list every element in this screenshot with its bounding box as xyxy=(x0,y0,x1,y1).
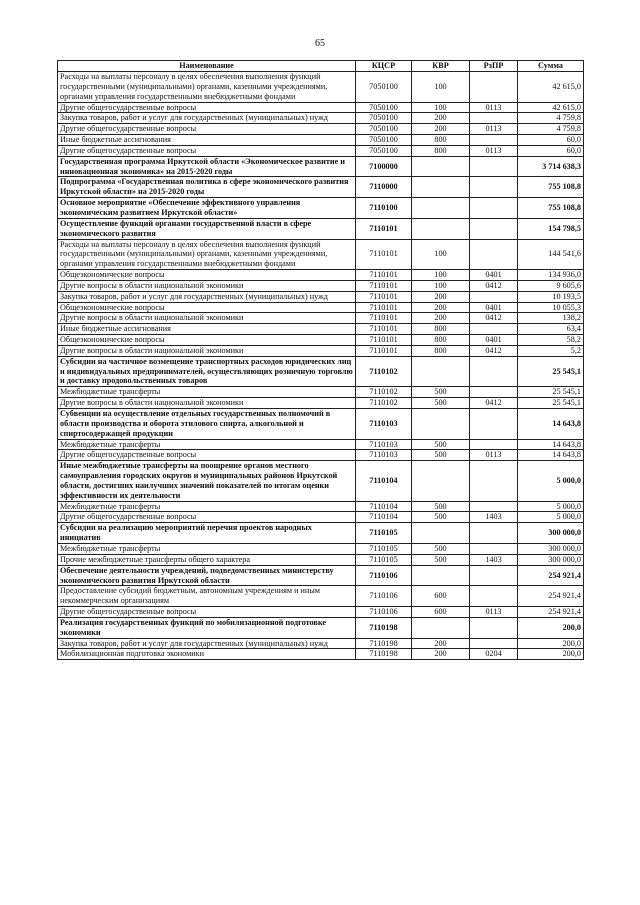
cell-name: Мобилизационная подготовка экономики xyxy=(58,649,356,660)
cell-kvr xyxy=(412,198,470,219)
header-row xyxy=(58,61,584,72)
cell-name: Расходы на выплаты персоналу в целях обеспечения выполнения функций государственными (муниципальными) органами, казенными учреждениями, органами управления государственными внебюджетными фондами xyxy=(58,239,356,270)
header-sum: Сумма xyxy=(518,61,584,72)
cell-name: Общеэкономические вопросы xyxy=(58,270,356,281)
cell-kvr: 500 xyxy=(412,501,470,512)
table-row xyxy=(58,356,584,387)
header-name: Наименование xyxy=(58,61,356,72)
cell-kcsr: 7110101 xyxy=(356,218,412,239)
cell-sum: 200,0 xyxy=(518,638,584,649)
cell-name: Расходы на выплаты персоналу в целях обеспечения выполнения функций государственными (муниципальными) органами, казенными учреждениями, органами управления государственными внебюджетными фондами xyxy=(58,72,356,103)
table-row xyxy=(58,409,584,440)
cell-sum: 254 921,4 xyxy=(518,607,584,618)
cell-kvr xyxy=(412,156,470,177)
table-row xyxy=(58,291,584,302)
cell-rzpr xyxy=(470,113,518,124)
cell-rzpr: 0401 xyxy=(470,335,518,346)
cell-rzpr xyxy=(470,135,518,146)
cell-name: Другие вопросы в области национальной экономики xyxy=(58,280,356,291)
cell-sum: 5,2 xyxy=(518,345,584,356)
table-row xyxy=(58,617,584,638)
cell-sum: 25 545,1 xyxy=(518,398,584,409)
cell-rzpr xyxy=(470,239,518,270)
cell-sum: 300 000,0 xyxy=(518,554,584,565)
cell-rzpr xyxy=(470,565,518,586)
cell-name: Межбюджетные трансферты xyxy=(58,543,356,554)
budget-table xyxy=(57,60,584,660)
cell-kvr xyxy=(412,617,470,638)
cell-kcsr: 7110101 xyxy=(356,345,412,356)
table-row xyxy=(58,198,584,219)
cell-name: Иные межбюджетные трансферты на поощрение органов местного самоуправления городских округов и муниципальных районов Иркутской области, достигших наилучших значений показателей по итогам оценки эффективности их деятельности xyxy=(58,461,356,501)
cell-kvr xyxy=(412,523,470,544)
cell-sum: 300 000,0 xyxy=(518,523,584,544)
cell-kcsr: 7110103 xyxy=(356,439,412,450)
cell-rzpr: 1403 xyxy=(470,554,518,565)
cell-kvr xyxy=(412,461,470,501)
cell-kvr: 800 xyxy=(412,345,470,356)
cell-sum: 10 193,5 xyxy=(518,291,584,302)
cell-sum: 42 615,0 xyxy=(518,72,584,103)
cell-kvr: 600 xyxy=(412,607,470,618)
cell-name: Основное мероприятие «Обеспечение эффективного управления экономическим развитием Иркутской области» xyxy=(58,198,356,219)
cell-rzpr: 0113 xyxy=(470,102,518,113)
cell-name: Осуществление функций органами государственной власти в сфере экономического развития xyxy=(58,218,356,239)
table-row xyxy=(58,156,584,177)
cell-kcsr: 7110101 xyxy=(356,280,412,291)
table-row xyxy=(58,345,584,356)
cell-name: Субвенции на осуществление отдельных государственных полномочий в области производства и оборота этилового спирта, алкогольной и спиртосодержащей продукции xyxy=(58,409,356,440)
cell-rzpr xyxy=(470,461,518,501)
cell-kcsr: 7050100 xyxy=(356,72,412,103)
cell-kcsr: 7100000 xyxy=(356,156,412,177)
cell-sum: 42 615,0 xyxy=(518,102,584,113)
cell-kvr: 100 xyxy=(412,280,470,291)
cell-rzpr xyxy=(470,409,518,440)
cell-sum: 5 000,0 xyxy=(518,501,584,512)
cell-rzpr: 0204 xyxy=(470,649,518,660)
cell-kcsr: 7110105 xyxy=(356,523,412,544)
cell-sum: 60,0 xyxy=(518,135,584,146)
cell-name: Межбюджетные трансферты xyxy=(58,439,356,450)
cell-kvr xyxy=(412,177,470,198)
table-row xyxy=(58,177,584,198)
cell-name: Общеэкономические вопросы xyxy=(58,302,356,313)
cell-kvr: 200 xyxy=(412,124,470,135)
cell-kvr: 200 xyxy=(412,313,470,324)
cell-rzpr xyxy=(470,72,518,103)
cell-kcsr: 7110105 xyxy=(356,543,412,554)
cell-rzpr xyxy=(470,501,518,512)
cell-sum: 134 936,0 xyxy=(518,270,584,281)
cell-sum: 144 541,6 xyxy=(518,239,584,270)
cell-kcsr: 7110101 xyxy=(356,270,412,281)
cell-name: Другие общегосударственные вопросы xyxy=(58,512,356,523)
table-row xyxy=(58,638,584,649)
cell-rzpr xyxy=(470,586,518,607)
cell-kvr: 200 xyxy=(412,649,470,660)
cell-rzpr xyxy=(470,156,518,177)
table-row xyxy=(58,135,584,146)
cell-kcsr: 7110000 xyxy=(356,177,412,198)
cell-kcsr: 7110106 xyxy=(356,607,412,618)
table-row xyxy=(58,102,584,113)
cell-name: Другие вопросы в области национальной экономики xyxy=(58,398,356,409)
cell-rzpr xyxy=(470,523,518,544)
table-row xyxy=(58,218,584,239)
cell-sum: 9 605,6 xyxy=(518,280,584,291)
cell-name: Другие общегосударственные вопросы xyxy=(58,102,356,113)
cell-kvr: 500 xyxy=(412,387,470,398)
cell-kvr: 500 xyxy=(412,450,470,461)
table-row xyxy=(58,565,584,586)
cell-kvr: 800 xyxy=(412,335,470,346)
cell-sum: 14 643,8 xyxy=(518,439,584,450)
cell-rzpr xyxy=(470,218,518,239)
table-row xyxy=(58,124,584,135)
cell-name: Реализация государственных функций по мобилизационной подготовке экономики xyxy=(58,617,356,638)
cell-kcsr: 7110106 xyxy=(356,565,412,586)
cell-sum: 58,2 xyxy=(518,335,584,346)
table-row xyxy=(58,523,584,544)
cell-rzpr: 0113 xyxy=(470,450,518,461)
cell-kvr: 800 xyxy=(412,135,470,146)
cell-name: Другие вопросы в области национальной экономики xyxy=(58,345,356,356)
cell-kcsr: 7110103 xyxy=(356,409,412,440)
cell-rzpr xyxy=(470,177,518,198)
table-row xyxy=(58,439,584,450)
cell-name: Прочие межбюджетные трансферты общего характера xyxy=(58,554,356,565)
cell-rzpr: 0412 xyxy=(470,313,518,324)
cell-sum: 14 643,8 xyxy=(518,409,584,440)
cell-kcsr: 7110101 xyxy=(356,291,412,302)
cell-kcsr: 7110101 xyxy=(356,313,412,324)
cell-rzpr xyxy=(470,617,518,638)
cell-kvr: 100 xyxy=(412,270,470,281)
cell-kvr: 200 xyxy=(412,638,470,649)
cell-kcsr: 7050100 xyxy=(356,113,412,124)
cell-rzpr xyxy=(470,356,518,387)
header-kvr: КВР xyxy=(412,61,470,72)
cell-name: Субсидии на реализацию мероприятий перечня проектов народных инициатив xyxy=(58,523,356,544)
cell-kcsr: 7110198 xyxy=(356,617,412,638)
cell-sum: 63,4 xyxy=(518,324,584,335)
cell-rzpr: 0113 xyxy=(470,124,518,135)
cell-kcsr: 7110102 xyxy=(356,398,412,409)
table-row xyxy=(58,302,584,313)
cell-kcsr: 7110101 xyxy=(356,302,412,313)
cell-name: Другие общегосударственные вопросы xyxy=(58,607,356,618)
cell-kvr xyxy=(412,565,470,586)
table-row xyxy=(58,450,584,461)
header-kcsr: КЦСР xyxy=(356,61,412,72)
table-row xyxy=(58,145,584,156)
cell-rzpr: 0412 xyxy=(470,280,518,291)
cell-name: Межбюджетные трансферты xyxy=(58,387,356,398)
cell-kvr: 100 xyxy=(412,102,470,113)
cell-kvr xyxy=(412,218,470,239)
cell-sum: 25 545,1 xyxy=(518,387,584,398)
cell-name: Межбюджетные трансферты xyxy=(58,501,356,512)
cell-kvr: 500 xyxy=(412,439,470,450)
table-row xyxy=(58,607,584,618)
table-row xyxy=(58,270,584,281)
cell-kcsr: 7110104 xyxy=(356,461,412,501)
cell-sum: 254 921,4 xyxy=(518,586,584,607)
cell-name: Иные бюджетные ассигнования xyxy=(58,135,356,146)
cell-sum: 4 759,8 xyxy=(518,124,584,135)
cell-name: Закупка товаров, работ и услуг для государственных (муниципальных) нужд xyxy=(58,291,356,302)
cell-name: Другие вопросы в области национальной экономики xyxy=(58,313,356,324)
cell-sum: 14 643,8 xyxy=(518,450,584,461)
cell-kvr: 200 xyxy=(412,302,470,313)
cell-kcsr: 7050100 xyxy=(356,102,412,113)
cell-kvr: 200 xyxy=(412,113,470,124)
cell-rzpr: 0113 xyxy=(470,145,518,156)
cell-sum: 5 000,0 xyxy=(518,512,584,523)
table-row xyxy=(58,324,584,335)
cell-kcsr: 7110106 xyxy=(356,586,412,607)
table-row xyxy=(58,512,584,523)
cell-sum: 254 921,4 xyxy=(518,565,584,586)
cell-kcsr: 7110102 xyxy=(356,387,412,398)
cell-kvr: 800 xyxy=(412,145,470,156)
cell-rzpr xyxy=(470,439,518,450)
cell-kvr: 200 xyxy=(412,291,470,302)
cell-name: Другие общегосударственные вопросы xyxy=(58,450,356,461)
table-row xyxy=(58,543,584,554)
table-row xyxy=(58,335,584,346)
cell-kvr: 800 xyxy=(412,324,470,335)
page-number: 65 xyxy=(315,38,325,49)
table-row xyxy=(58,113,584,124)
cell-kvr xyxy=(412,356,470,387)
cell-name: Подпрограмма «Государственная политика в сфере экономического развития Иркутской области» на 2015-2020 годы xyxy=(58,177,356,198)
cell-sum: 5 000,0 xyxy=(518,461,584,501)
header-rzpr: РзПР xyxy=(470,61,518,72)
cell-name: Другие общегосударственные вопросы xyxy=(58,124,356,135)
table-row xyxy=(58,387,584,398)
cell-sum: 300 000,0 xyxy=(518,543,584,554)
cell-kcsr: 7110101 xyxy=(356,239,412,270)
table-row xyxy=(58,398,584,409)
cell-rzpr xyxy=(470,291,518,302)
cell-kcsr: 7110101 xyxy=(356,324,412,335)
cell-kvr: 500 xyxy=(412,554,470,565)
cell-name: Закупка товаров, работ и услуг для государственных (муниципальных) нужд xyxy=(58,113,356,124)
cell-name: Субсидии на частичное возмещение транспортных расходов юридических лиц и индивидуальных предпринимателей, осуществляющих розничную торговлю и доставку продовольственных товаров xyxy=(58,356,356,387)
cell-kcsr: 7050100 xyxy=(356,124,412,135)
cell-rzpr: 0113 xyxy=(470,607,518,618)
table-row xyxy=(58,554,584,565)
cell-kcsr: 7050100 xyxy=(356,135,412,146)
cell-sum: 60,0 xyxy=(518,145,584,156)
table-row xyxy=(58,313,584,324)
cell-kcsr: 7050100 xyxy=(356,145,412,156)
cell-kcsr: 7110104 xyxy=(356,512,412,523)
cell-rzpr: 0401 xyxy=(470,302,518,313)
cell-sum: 138,2 xyxy=(518,313,584,324)
cell-rzpr: 1403 xyxy=(470,512,518,523)
cell-kcsr: 7110198 xyxy=(356,649,412,660)
cell-kcsr: 7110104 xyxy=(356,501,412,512)
cell-rzpr xyxy=(470,543,518,554)
table-row xyxy=(58,461,584,501)
cell-kcsr: 7110102 xyxy=(356,356,412,387)
cell-sum: 200,0 xyxy=(518,617,584,638)
cell-rzpr xyxy=(470,198,518,219)
cell-kvr: 100 xyxy=(412,239,470,270)
cell-kvr: 100 xyxy=(412,72,470,103)
cell-kvr: 500 xyxy=(412,543,470,554)
cell-rzpr: 0401 xyxy=(470,270,518,281)
cell-sum: 154 798,5 xyxy=(518,218,584,239)
cell-name: Государственная программа Иркутской области «Экономическое развитие и инновационная экономика» на 2015-2020 годы xyxy=(58,156,356,177)
cell-sum: 755 108,8 xyxy=(518,198,584,219)
table-row xyxy=(58,649,584,660)
cell-name: Закупка товаров, работ и услуг для государственных (муниципальных) нужд xyxy=(58,638,356,649)
table-row xyxy=(58,280,584,291)
cell-name: Другие общегосударственные вопросы xyxy=(58,145,356,156)
cell-kcsr: 7110105 xyxy=(356,554,412,565)
cell-sum: 3 714 638,3 xyxy=(518,156,584,177)
cell-name: Общеэкономические вопросы xyxy=(58,335,356,346)
cell-sum: 4 759,8 xyxy=(518,113,584,124)
cell-rzpr: 0412 xyxy=(470,398,518,409)
cell-name: Обеспечение деятельности учреждений, подведомственных министерству экономического развития Иркутской области xyxy=(58,565,356,586)
cell-sum: 200,0 xyxy=(518,649,584,660)
cell-rzpr xyxy=(470,324,518,335)
cell-sum: 25 545,1 xyxy=(518,356,584,387)
cell-kvr: 600 xyxy=(412,586,470,607)
cell-kcsr: 7110198 xyxy=(356,638,412,649)
cell-kvr xyxy=(412,409,470,440)
cell-name: Предоставление субсидий бюджетным, автономным учреждениям и иным некоммерческим организациям xyxy=(58,586,356,607)
cell-rzpr xyxy=(470,387,518,398)
cell-kcsr: 7110101 xyxy=(356,335,412,346)
cell-kvr: 500 xyxy=(412,398,470,409)
cell-kvr: 500 xyxy=(412,512,470,523)
cell-rzpr xyxy=(470,638,518,649)
table-row xyxy=(58,239,584,270)
cell-kcsr: 7110100 xyxy=(356,198,412,219)
cell-name: Иные бюджетные ассигнования xyxy=(58,324,356,335)
cell-rzpr: 0412 xyxy=(470,345,518,356)
cell-sum: 10 055,3 xyxy=(518,302,584,313)
table-row xyxy=(58,72,584,103)
table-row xyxy=(58,501,584,512)
cell-sum: 755 108,8 xyxy=(518,177,584,198)
table-row xyxy=(58,586,584,607)
cell-kcsr: 7110103 xyxy=(356,450,412,461)
